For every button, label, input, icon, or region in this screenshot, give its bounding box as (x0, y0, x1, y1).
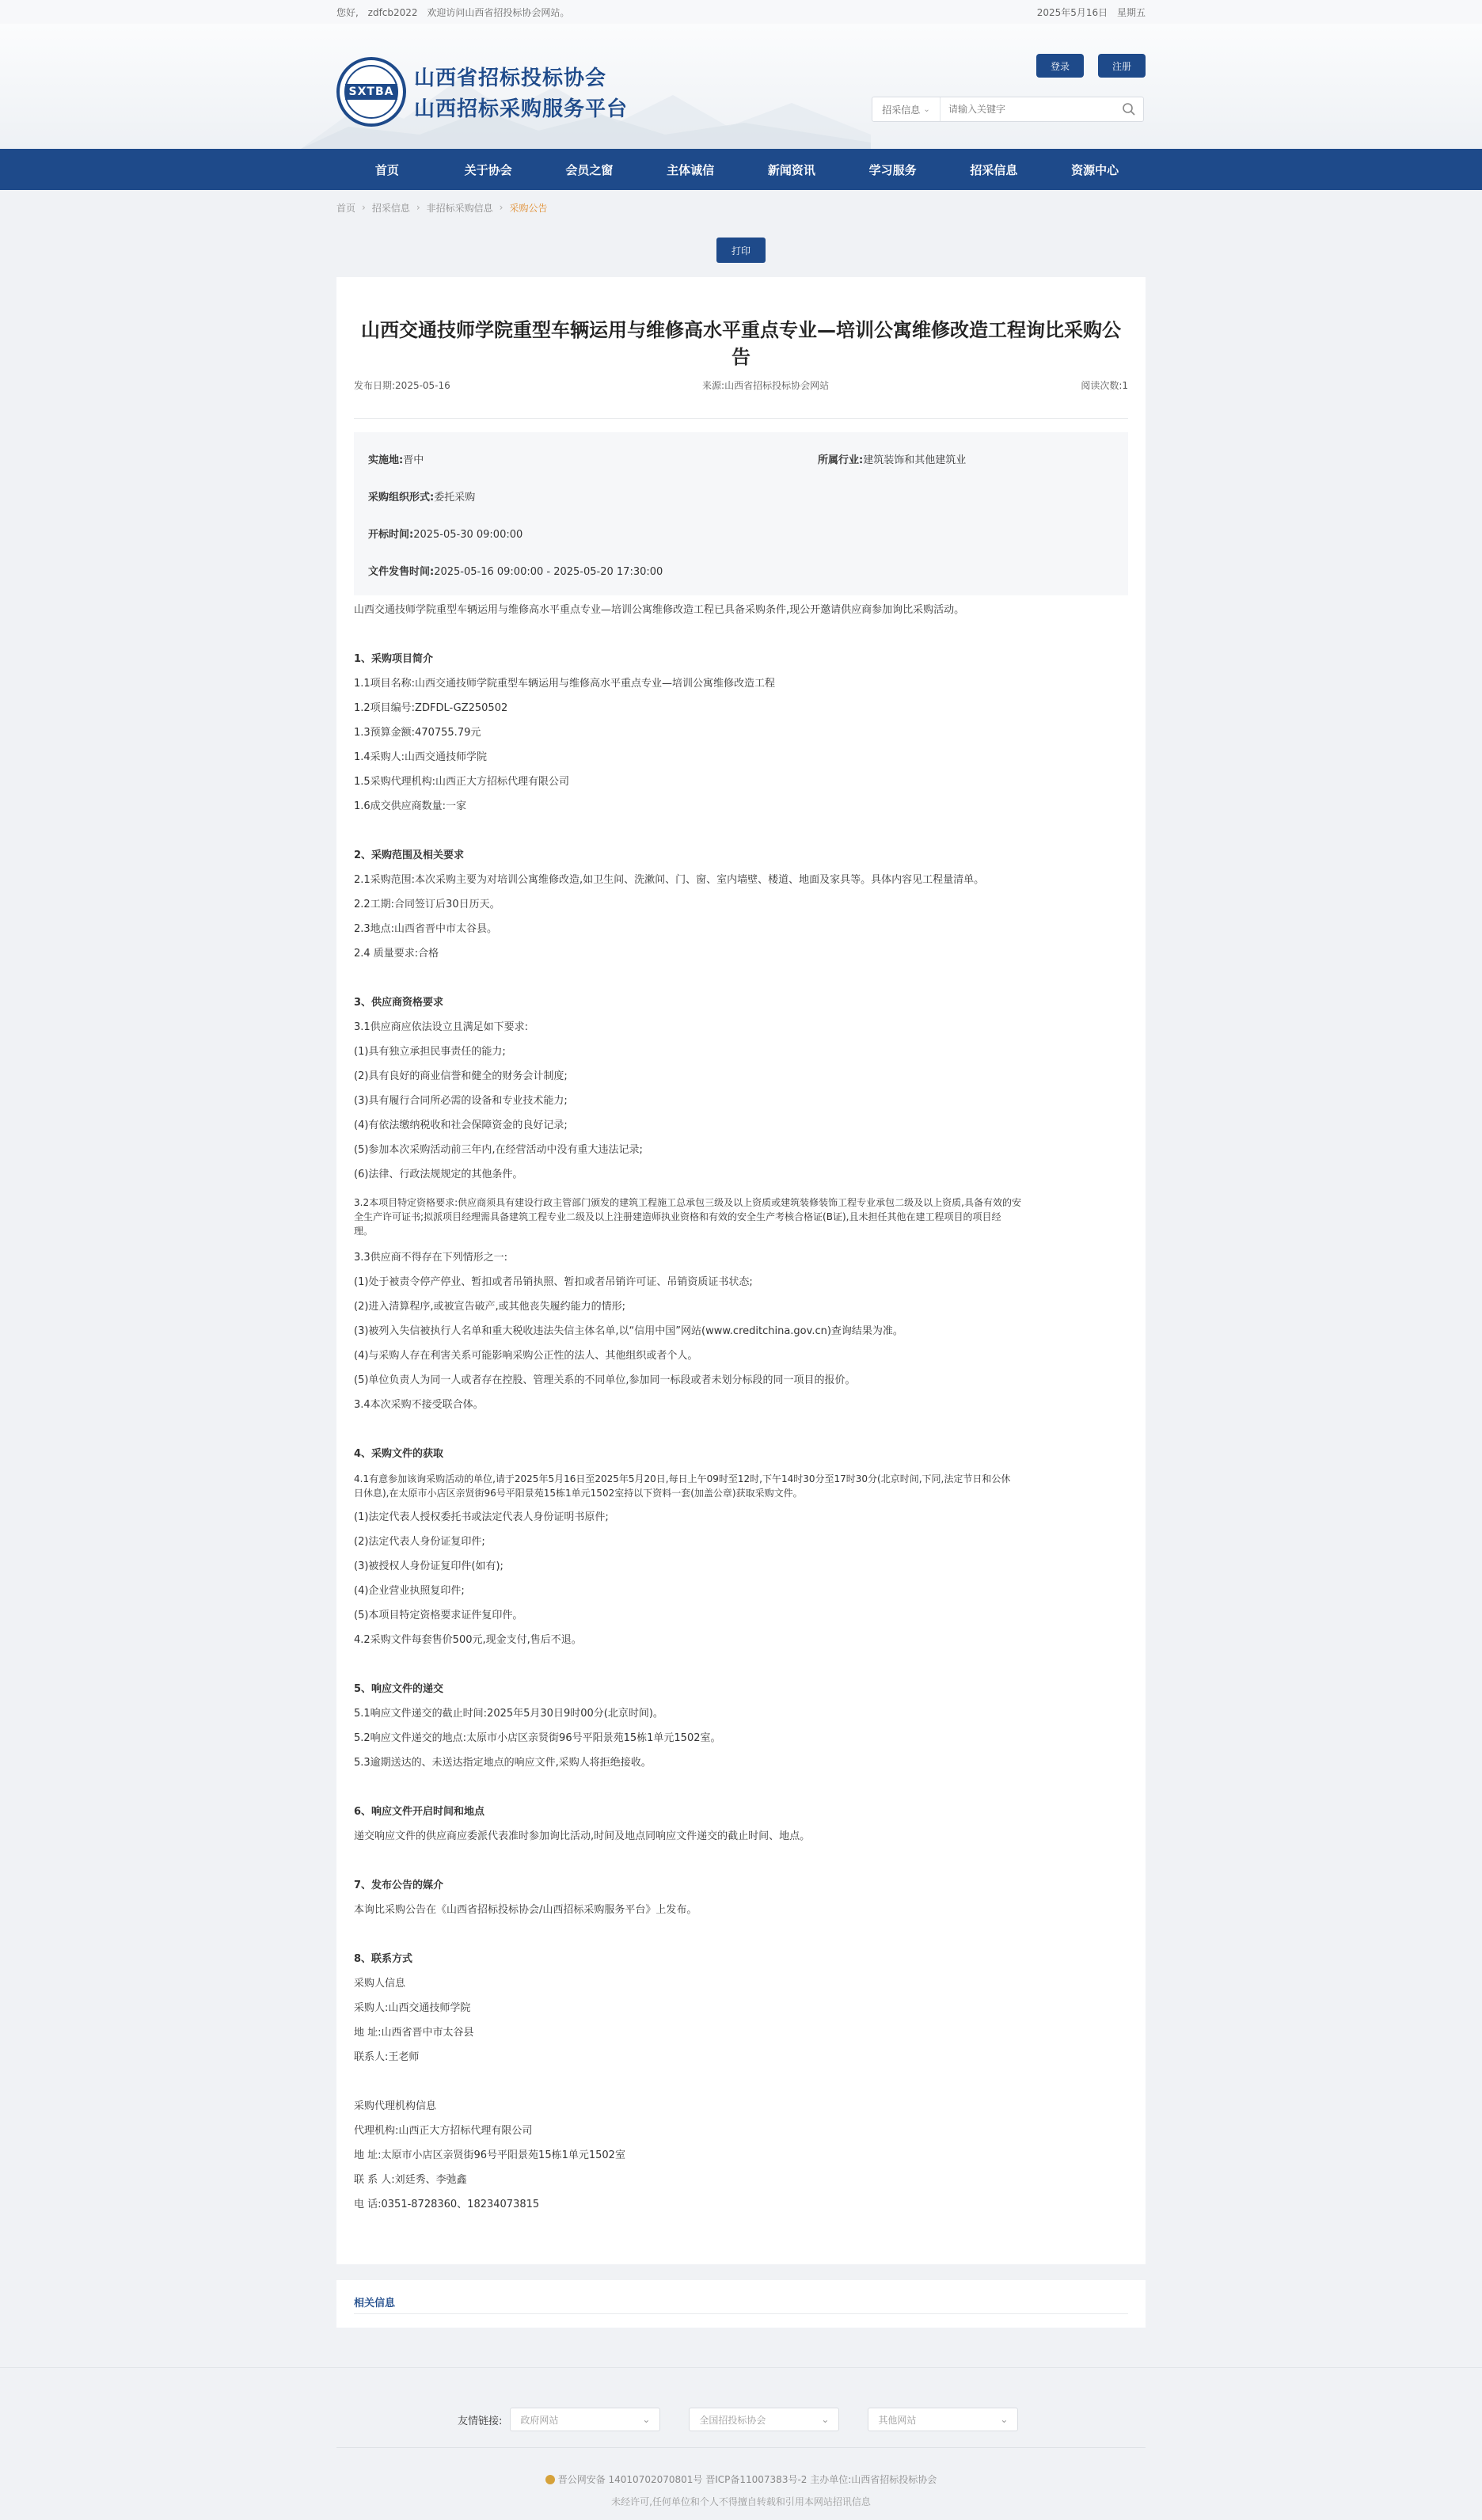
other-sites-select-label: 其他网站 (878, 2414, 917, 2426)
search-category-label: 招采信息 (882, 104, 921, 116)
list-item: (4)企业营业执照复印件; (354, 1585, 465, 1597)
list-item: (6)法律、行政法规规定的其他条件。 (354, 1169, 523, 1180)
association-sites-select-label: 全国招投标协会 (699, 2414, 766, 2426)
list-item: (2)法定代表人身份证复印件; (354, 1536, 485, 1548)
contact-line: 代理机构:山西正大方招标代理有限公司 (354, 2125, 533, 2137)
nav-item-home[interactable]: 首页 (374, 162, 399, 177)
section-heading: 2、采购范围及相关要求 (354, 850, 465, 861)
section-heading: 1、采购项目简介 (354, 653, 434, 665)
section-heading: 7、发布公告的媒介 (354, 1880, 444, 1891)
info-org-form: 采购组织形式:委托采购 (368, 492, 476, 504)
list-item: 2.3地点:山西省晋中市太谷县。 (354, 923, 498, 935)
friend-links (458, 2408, 1018, 2431)
site-header (0, 24, 1482, 149)
list-item: 1.5采购代理机构:山西正大方招标代理有限公司 (354, 776, 570, 788)
other-sites-select[interactable] (868, 2408, 1018, 2431)
list-item: 1.6成交供应商数量:一家 (354, 800, 467, 812)
footer-divider (336, 2447, 1146, 2448)
login-button[interactable]: 登录 (1036, 54, 1084, 78)
related-info (336, 2280, 1146, 2328)
list-item: (1)具有独立承担民事责任的能力; (354, 1046, 506, 1058)
chevron-down-icon: ⌄ (1000, 2414, 1009, 2425)
contact-line: 采购人:山西交通技师学院 (354, 2002, 471, 2014)
list-item: 2.4 质量要求:合格 (354, 948, 439, 960)
list-item: 4.2采购文件每套售价500元,现金支付,售后不退。 (354, 1634, 582, 1646)
contact-line: 地 址:太原市小店区亲贤街96号平阳景苑15栋1单元1502室 (354, 2149, 625, 2161)
contact-line: 采购代理机构信息 (354, 2100, 437, 2112)
chevron-down-icon: ⌄ (642, 2414, 651, 2425)
list-item: 5.2响应文件递交的地点:太原市小店区亲贤街96号平阳景苑15栋1单元1502室。 (354, 1732, 721, 1744)
list-item: 5.1响应文件递交的截止时间:2025年5月30日9时00分(北京时间)。 (354, 1708, 663, 1720)
greeting-text: 您好, (336, 6, 359, 18)
list-item: (1)处于被责令停产停业、暂扣或者吊销执照、暂扣或者吊销许可证、吊销资质证书状态; (354, 1276, 753, 1288)
section-heading: 6、响应文件开启时间和地点 (354, 1806, 485, 1818)
seal-abbr: SXTBA (345, 84, 398, 100)
gov-sites-select[interactable] (510, 2408, 660, 2431)
list-item: (5)单位负责人为同一人或者存在控股、管理关系的不同单位,参加同一标段或者未划分标段的同一项目的报价。 (354, 1374, 856, 1386)
section-heading: 3、供应商资格要求 (354, 997, 444, 1009)
footer-record-text: 晋公网安备 14010702070801号 晋ICP备11007383号-2 主办单位:山西省招标投标协会 (557, 2474, 937, 2485)
paragraph: 递交响应文件的供应商应委派代表准时参加询比活动,时间及地点同响应文件递交的截止时间、地点。 (354, 1830, 811, 1842)
nav-item-learning[interactable]: 学习服务 (868, 162, 917, 177)
username-link[interactable]: zdfcb2022 (367, 6, 418, 18)
register-button[interactable]: 注册 (1098, 54, 1146, 78)
list-item: (4)与采购人存在利害关系可能影响采购公正性的法人、其他组织或者个人。 (354, 1350, 698, 1362)
info-industry: 所属行业:建筑装饰和其他建筑业 (818, 454, 967, 466)
list-item: 1.3预算金额:470755.79元 (354, 727, 481, 739)
chevron-down-icon: ⌄ (821, 2414, 830, 2425)
nav-item-credit[interactable]: 主体诚信 (667, 162, 715, 177)
site-title: 山西省招标投标协会 (414, 67, 607, 90)
association-sites-select[interactable] (689, 2408, 839, 2431)
search-bar (872, 97, 1144, 122)
search-input[interactable] (940, 97, 1115, 121)
gov-sites-select-label: 政府网站 (520, 2414, 559, 2426)
main-nav (0, 149, 1482, 190)
contact-line: 地 址:山西省晋中市太谷县 (354, 2027, 474, 2039)
list-item: 1.2项目编号:ZDFDL-GZ250502 (354, 702, 508, 714)
footer-copyright: 未经许可,任何单位和个人不得擅自转载和引用本网站招讯信息 (611, 2496, 871, 2507)
list-item: 全生产许可证书;拟派项目经理需具备建筑工程专业二级及以上注册建造师执业资格和有效的安全生产考核合格证(B证),且未担任其他在建工程项目的项目经 (354, 1211, 1001, 1222)
list-item: 3.3供应商不得存在下列情形之一: (354, 1252, 508, 1264)
related-divider (354, 2313, 1128, 2314)
top-bar (0, 0, 1482, 24)
friend-links-label: 友情链接: (458, 2415, 503, 2427)
list-item: (3)被授权人身份证复印件(如有); (354, 1560, 504, 1572)
list-item: (4)有依法缴纳税收和社会保障资金的良好记录; (354, 1119, 568, 1131)
related-info-title[interactable]: 相关信息 (354, 2298, 396, 2309)
nav-item-resources[interactable]: 资源中心 (1071, 162, 1119, 177)
view-count: 阅读次数:1 (1081, 380, 1128, 391)
chevron-right-icon: › (416, 202, 420, 213)
association-seal-icon (336, 57, 406, 127)
list-item: 2.1采购范围:本次采购主要为对培训公寓维修改造,如卫生间、洗漱间、门、窗、室内墙壁、楼道、地面及家具等。具体内容见工程量清单。 (354, 874, 985, 886)
meta-divider (354, 418, 1128, 419)
breadcrumb-home[interactable]: 首页 (336, 202, 356, 214)
search-icon[interactable] (1115, 97, 1143, 121)
current-weekday: 星期五 (1116, 6, 1146, 18)
site-footer (0, 2367, 1482, 2520)
police-badge-icon (545, 2475, 555, 2484)
list-item: 1.4采购人:山西交通技师学院 (354, 751, 488, 763)
info-panel (354, 432, 1128, 595)
list-item: (5)本项目特定资格要求证件复印件。 (354, 1610, 523, 1621)
paragraph: 本询比采购公告在《山西省招标投标协会/山西招标采购服务平台》上发布。 (354, 1904, 697, 1916)
list-item: 日休息),在太原市小店区亲贤街96号平阳景苑15栋1单元1502室持以下资料一套(加盖公章)获取采购文件。 (354, 1488, 803, 1499)
breadcrumb (336, 200, 548, 215)
contact-line: 电 话:0351-8728360、18234073815 (354, 2199, 540, 2210)
list-item: 4.1有意参加该询采购活动的单位,请于2025年5月16日至2025年5月20日,每日上午09时至12时,下午14时30分至17时30分(北京时间,下同,法定节日和公休 (354, 1473, 1011, 1484)
nav-item-about[interactable]: 关于协会 (464, 162, 512, 177)
article-card (336, 277, 1146, 2264)
site-subtitle: 山西招标采购服务平台 (414, 97, 629, 121)
list-item: 3.1供应商应依法设立且满足如下要求: (354, 1021, 529, 1033)
breadcrumb-non-tender[interactable]: 非招标采购信息 (426, 202, 493, 214)
info-open-time: 开标时间:2025-05-30 09:00:00 (368, 529, 523, 541)
list-item: 1.1项目名称:山西交通技师学院重型车辆运用与维修高水平重点专业—培训公寓维修改造工程 (354, 678, 776, 690)
list-item: (1)法定代表人授权委托书或法定代表人身份证明书原件; (354, 1511, 609, 1523)
chevron-right-icon: › (499, 202, 504, 213)
footer-record (0, 2472, 1482, 2486)
list-item: 3.4本次采购不接受联合体。 (354, 1399, 484, 1411)
section-heading: 5、响应文件的递交 (354, 1683, 444, 1695)
intro-paragraph: 山西交通技师学院重型车辆运用与维修高水平重点专业—培训公寓维修改造工程已具备采购条件,现公开邀请供应商参加询比采购活动。 (354, 604, 965, 616)
list-item: (5)参加本次采购活动前三年内,在经营活动中没有重大违法记录; (354, 1144, 643, 1156)
info-doc-time: 文件发售时间:2025-05-16 09:00:00 - 2025-05-20 17:30:00 (368, 566, 663, 578)
list-item: 3.2本项目特定资格要求:供应商须具有建设行政主管部门颁发的建筑工程施工总承包三级及以上资质或建筑装修装饰工程专业承包二级及以上资质,具备有效的安 (354, 1197, 1021, 1208)
contact-line: 采购人信息 (354, 1978, 406, 1990)
chevron-right-icon: › (362, 202, 366, 213)
list-item: 2.2工期:合同签订后30日历天。 (354, 899, 500, 910)
list-item: 理。 (354, 1226, 374, 1237)
article-source: 来源:山西省招标投标协会网站 (702, 380, 830, 391)
section-heading: 8、联系方式 (354, 1953, 413, 1965)
nav-item-tenders[interactable]: 招采信息 (970, 162, 1018, 177)
article-title: 山西交通技师学院重型车辆运用与维修高水平重点专业—培训公寓维修改造工程询比采购公告 (361, 319, 1121, 368)
article-meta (354, 378, 1128, 392)
breadcrumb-tenders[interactable]: 招采信息 (371, 202, 410, 214)
nav-item-members[interactable]: 会员之窗 (565, 162, 614, 177)
info-place: 实施地:晋中 (368, 454, 424, 466)
publish-date: 发布日期:2025-05-16 (354, 380, 450, 391)
list-item: 5.3逾期送达的、未送达指定地点的响应文件,采购人将拒绝接收。 (354, 1757, 652, 1769)
search-category-select[interactable] (872, 97, 940, 121)
site-logo[interactable] (336, 57, 628, 127)
list-item: (3)具有履行合同所必需的设备和专业技术能力; (354, 1095, 568, 1107)
chevron-down-icon: ⌄ (923, 105, 930, 114)
current-date: 2025年5月16日 (1036, 6, 1108, 18)
list-item: (2)进入清算程序,或被宣告破产,或其他丧失履约能力的情形; (354, 1301, 626, 1313)
welcome-text: 欢迎访问山西省招投标协会网站。 (427, 6, 570, 18)
contact-line: 联系人:王老师 (354, 2051, 420, 2063)
list-item: (3)被列入失信被执行人名单和重大税收违法失信主体名单,以“信用中国”网站(www.creditchina.gov.cn)查询结果为准。 (354, 1325, 903, 1337)
list-item: (2)具有良好的商业信誉和健全的财务会计制度; (354, 1070, 568, 1082)
nav-item-news[interactable]: 新闻资讯 (767, 162, 815, 177)
breadcrumb-current: 采购公告 (509, 202, 548, 214)
print-button[interactable]: 打印 (716, 238, 766, 263)
section-heading: 4、采购文件的获取 (354, 1448, 444, 1460)
contact-line: 联 系 人:刘廷秀、李弛鑫 (354, 2174, 467, 2186)
